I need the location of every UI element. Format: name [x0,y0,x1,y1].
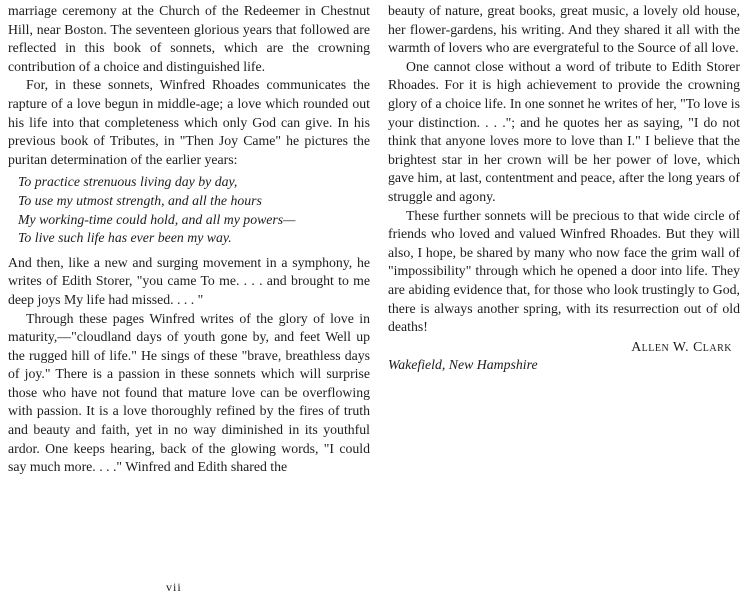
page-number: vii [166,580,182,594]
left-column [8,2,370,477]
paragraph: And then, like a new and surging movement in a symphony, he writes of Edith Storer, "you came To me. . . . and brought to me deep joys My life had missed. . . . " [8,254,370,307]
paragraph: For, in these sonnets, Winfred Rhoades communicates the rapture of a love begun in middle-age; a love which rounded out his life into that completeness which only God can give. In his previous book of Tributes, in "Then Joy Came" he pictures the puritan determination of the earlier years: [8,77,370,167]
paragraph: One cannot close without a word of tribute to Edith Storer Rhoades. For it is high achievement to provide the crowning glory of a choice life. In one sonnet he writes of her, "To love is your distinction. . . ."; and he quotes her as saying, "I do not think that anyone loves more to love than I." I believe that the brightest star in her crown will be her power of love, which gave him, at last, contentment and peace, after the long years of struggle and agony. [388,58,740,204]
paragraph: beauty of nature, great books, great music, a lovely old house, her flower-gardens, his writing. And they shared it all with the warmth of lovers who are evergrateful to the Source of all love. [388,3,740,56]
author-signature: Allen W. Clark [631,338,732,354]
right-column [388,2,740,375]
poem-line: To practice strenuous living day by day, [18,174,238,190]
poem-line: My working-time could hold, and all my powers— [18,211,296,227]
paragraph: Through these pages Winfred writes of the glory of love in maturity,—"cloudland days of youth gone by, and feet Well up the rugged hill of life." He sings of these "brave, breathless days of joy." There is a passion in these sonnets which will surprise those who have not found that mature love can be overflowing with passion. It is a love thoroughly refined by the fires of truth and beauty and faith, yet in no way diminished in its youthful ardor. One keeps hearing, back of the glowing words, "I could say much more. . . ." Winfred and Edith shared the [8,310,370,475]
paragraph: marriage ceremony at the Church of the Redeemer in Chestnut Hill, near Boston. The seventeen glorious years that followed are reflected in this book of sonnets, which are the crowning contribution of a choice and distinguished life. [8,3,370,74]
poem-line: To live such life has ever been my way. [18,230,232,246]
paragraph: These further sonnets will be precious to that wide circle of friends who loved and valued Winfred Rhoades. But they will also, I hope, be shared by many who now face the grim wall of "impossibility" through which he opened a door into life. They are abiding evidence that, for those who look trustingly to God, there is always another spring, with its resurrection out of old deaths! [388,207,740,335]
poem-line: To use my utmost strength, and all the hours [18,192,262,208]
place-line: Wakefield, New Hampshire [388,357,538,373]
poem-quote [18,173,370,247]
